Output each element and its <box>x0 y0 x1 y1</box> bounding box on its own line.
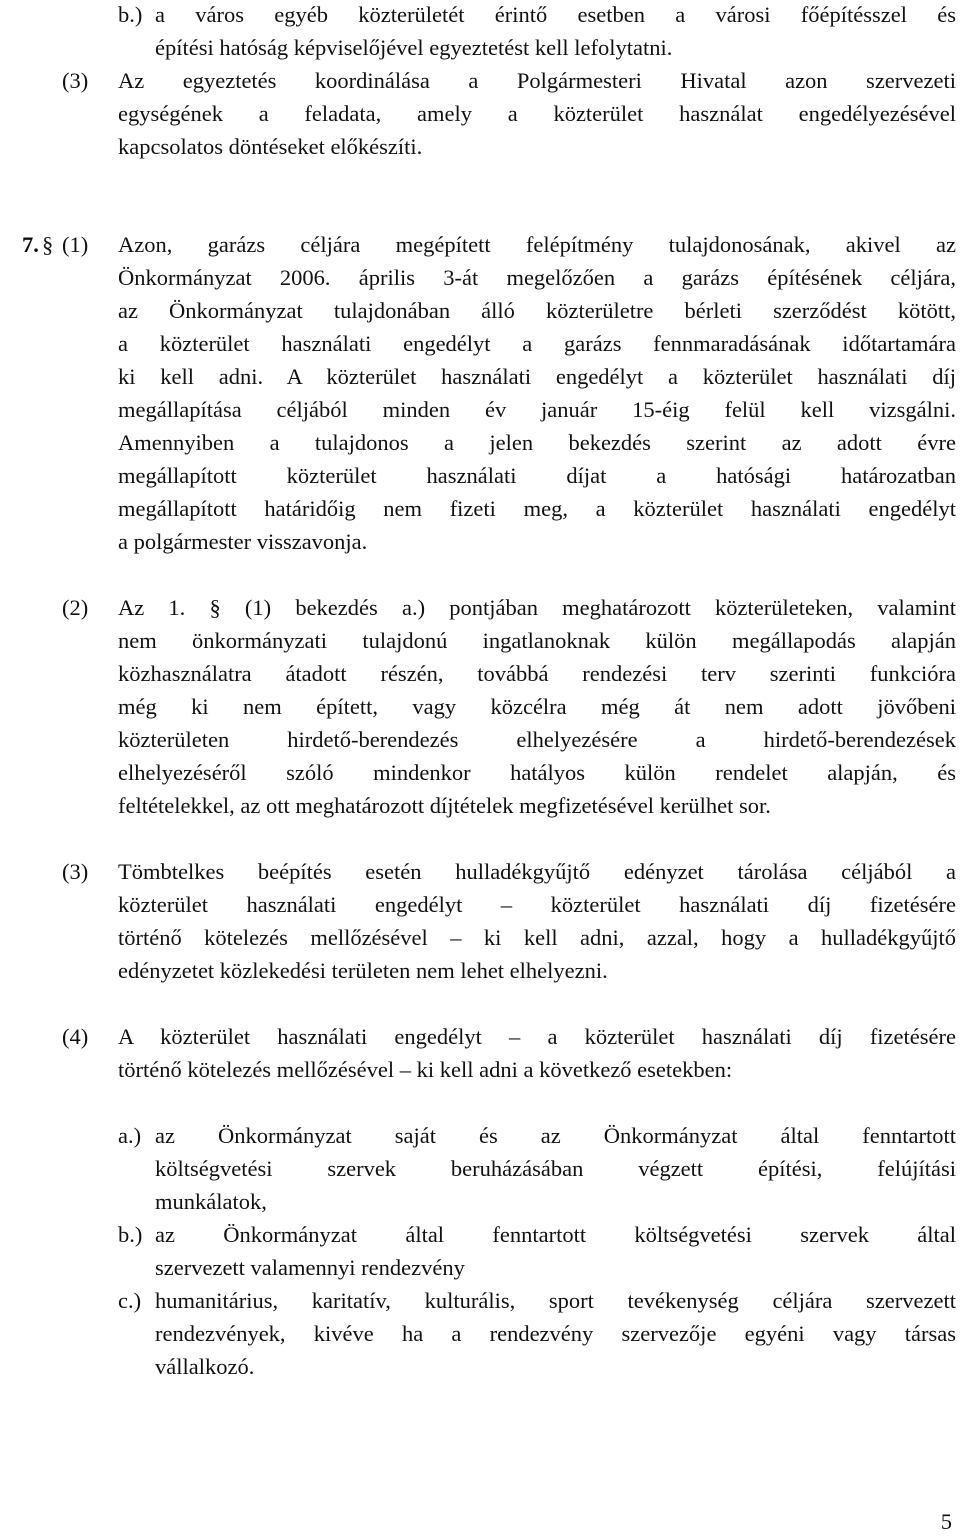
item-a-label: a.) <box>118 1123 142 1148</box>
paragraph-line: a polgármester visszavonja. <box>118 529 368 554</box>
paragraph-number: (4) <box>62 1024 89 1049</box>
paragraph-line: megállapított közterület használati díjat a hatósági határozatban <box>118 463 956 488</box>
paragraph-line: Az egyeztetés koordinálása a Polgármesteri Hivatal azon szervezeti <box>118 68 956 93</box>
list-item-line: vállalkozó. <box>155 1354 255 1379</box>
section-sign: § <box>42 232 54 257</box>
item-b-label: b.) <box>118 1222 143 1247</box>
paragraph-line: közterületen hirdető-berendezés elhelyezésére a hirdető-berendezések <box>118 727 956 752</box>
paragraph-line: elhelyezéséről szóló mindenkor hatályos külön rendelet alapján, és <box>118 760 956 785</box>
paragraph-number: (1) <box>62 232 89 257</box>
paragraph-line: történő kötelezés mellőzésével – ki kell adni, azzal, hogy a hulladékgyűjtő <box>118 925 956 950</box>
paragraph-line: történő kötelezés mellőzésével – ki kell adni a következő esetekben: <box>118 1057 733 1082</box>
paragraph-line: Tömbtelkes beépítés esetén hulladékgyűjtő edényzet tárolása céljából a <box>118 859 956 884</box>
list-item-line: az Önkormányzat által fenntartott költségvetési szervek által <box>155 1222 956 1247</box>
paragraph-line: A közterület használati engedélyt – a közterület használati díj fizetésére <box>118 1024 956 1049</box>
paragraph-number: (3) <box>62 68 89 93</box>
paragraph-line: Önkormányzat 2006. április 3-át megelőzően a garázs építésének céljára, <box>118 265 956 290</box>
paragraph-line: kapcsolatos döntéseket előkészíti. <box>118 134 423 159</box>
paragraph-line: még ki nem épített, vagy közcélra még át nem adott jövőbeni <box>118 694 956 719</box>
paragraph-line: a közterület használati engedélyt a garázs fennmaradásának időtartamára <box>118 331 956 356</box>
paragraph-line: Amennyiben a tulajdonos a jelen bekezdés szerint az adott évre <box>118 430 956 455</box>
paragraph-line: megállapítása céljából minden év január 15-éig felül kell vizsgálni. <box>118 397 956 422</box>
paragraph-line: az Önkormányzat tulajdonában álló közterületre bérleti szerződést kötött, <box>118 298 956 323</box>
section-number: 7. <box>22 232 39 257</box>
paragraph-line: közterület használati engedélyt – közterület használati díj fizetésére <box>118 892 956 917</box>
list-item-line: munkálatok, <box>155 1189 267 1214</box>
item-c-label: c.) <box>118 1288 142 1313</box>
paragraph-line: közhasználatra átadott részén, továbbá rendezési terv szerinti funkcióra <box>118 661 956 686</box>
paragraph-line: Azon, garázs céljára megépített felépítmény tulajdonosának, akivel az <box>118 232 956 257</box>
paragraph-line: nem önkormányzati tulajdonú ingatlanoknak külön megállapodás alapján <box>118 628 956 653</box>
paragraph-line: feltételekkel, az ott meghatározott díjtételek megfizetésével kerülhet sor. <box>118 793 771 818</box>
item-b-label: b.) <box>118 2 143 27</box>
paragraph-line: megállapított határidőig nem fizeti meg, a közterület használati engedélyt <box>118 496 956 521</box>
paragraph-line: Az 1. § (1) bekezdés a.) pontjában meghatározott közterületeken, valamint <box>118 595 956 620</box>
paragraph-number: (3) <box>62 859 89 884</box>
paragraph-number: (2) <box>62 595 89 620</box>
list-item-line: költségvetési szervek beruházásában végzett építési, felújítási <box>155 1156 956 1181</box>
paragraph-line: edényzetet közlekedési területen nem lehet elhelyezni. <box>118 958 608 983</box>
paragraph-line: a város egyéb közterületét érintő esetben a városi főépítésszel és <box>155 2 956 27</box>
list-item-line: rendezvények, kivéve ha a rendezvény szervezője egyéni vagy társas <box>155 1321 956 1346</box>
list-item-line: az Önkormányzat saját és az Önkormányzat által fenntartott <box>155 1123 956 1148</box>
paragraph-line: ki kell adni. A közterület használati engedélyt a közterület használati díj <box>118 364 956 389</box>
paragraph-line: építési hatóság képviselőjével egyeztetést kell lefolytatni. <box>155 35 673 60</box>
paragraph-line: egységének a feladata, amely a közterület használat engedélyezésével <box>118 101 956 126</box>
list-item-line: humanitárius, karitatív, kulturális, sport tevékenység céljára szervezett <box>155 1288 956 1313</box>
list-item-line: szervezett valamennyi rendezvény <box>155 1255 465 1280</box>
page-number: 5 <box>940 1509 952 1534</box>
